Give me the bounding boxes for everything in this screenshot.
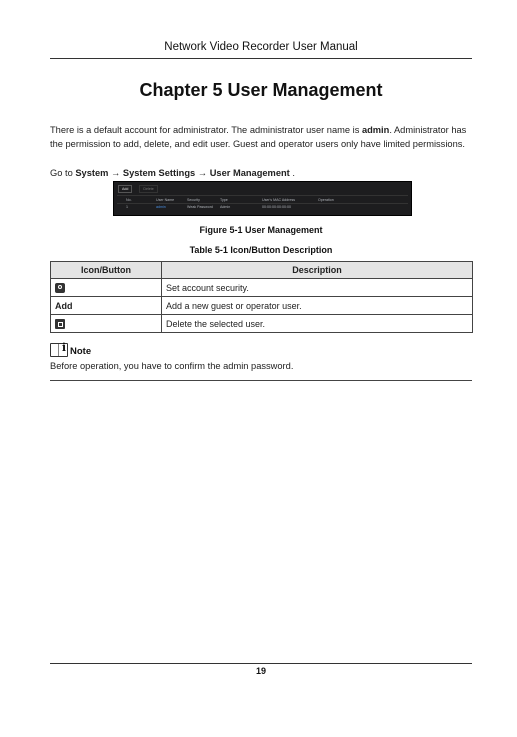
screenshot-row-type: Admin [220,204,231,209]
table-cell-description: Delete the selected user. [162,315,473,333]
screenshot-col-username: User Name [156,197,175,202]
header-icon-button: Icon/Button [51,262,162,279]
screenshot-add-button: Add [118,185,132,193]
screenshot-col-no: No. [126,197,132,202]
table-header-row [51,262,473,279]
note-heading [50,343,91,357]
table-cell-description: Set account security. [162,279,473,297]
note-label: Note [70,346,92,357]
intro-text-after: . Administrator has the permission to add, delete, and edit user. Guest and operator users only have limited permissions. [50,125,467,149]
path-user-management: User Management [209,168,290,178]
table-caption: Table 5-1 Icon/Button Description [189,245,333,255]
footer-divider [50,663,472,664]
page-number: 19 [255,666,266,676]
path-system: System [75,168,109,178]
screenshot-col-operation: Operation [318,197,334,202]
intro-text-before: There is a default account for administrator. The administrator user name is [50,125,362,135]
gear-icon [55,283,65,293]
path-arrow-2: → [195,168,210,178]
screenshot-col-type: Type [220,197,228,202]
note-book-icon [50,343,68,357]
goto-suffix: . [289,168,295,178]
path-system-settings: System Settings [122,168,196,178]
table-row [51,297,473,315]
screenshot-row-no: 1 [126,204,128,209]
screenshot-row-security: Weak Password [187,204,213,209]
screenshot-col-mac: User's MAC Address [262,197,296,202]
trash-icon [55,319,65,329]
table-cell-icon [51,315,162,333]
page-header: Network Video Recorder User Manual [50,41,472,59]
screenshot-toolbar [118,185,158,193]
screenshot-col-security: Security [187,197,200,202]
icon-button-description-table [50,261,473,333]
screenshot-table-row [117,203,408,210]
figure-caption: Figure 5-1 User Management [199,225,323,235]
screenshot-row-username: admin [156,204,166,209]
header-description: Description [162,262,473,279]
intro-paragraph [50,124,472,151]
table-cell-icon [51,279,162,297]
table-row [51,279,473,297]
user-management-screenshot [113,181,412,216]
table-cell-add-label: Add [51,297,162,315]
path-arrow-1: → [108,168,123,178]
admin-username: admin [361,125,390,135]
note-text: Before operation, you have to confirm the admin password. [50,361,472,381]
goto-prefix: Go to [50,168,76,178]
screenshot-delete-button: Delete [139,185,157,193]
table-cell-description: Add a new guest or operator user. [162,297,473,315]
chapter-title: Chapter 5 User Management [139,80,383,100]
navigation-path [50,167,472,180]
screenshot-row-mac: 00:00:00:00:00:00 [262,204,291,209]
table-row [51,315,473,333]
